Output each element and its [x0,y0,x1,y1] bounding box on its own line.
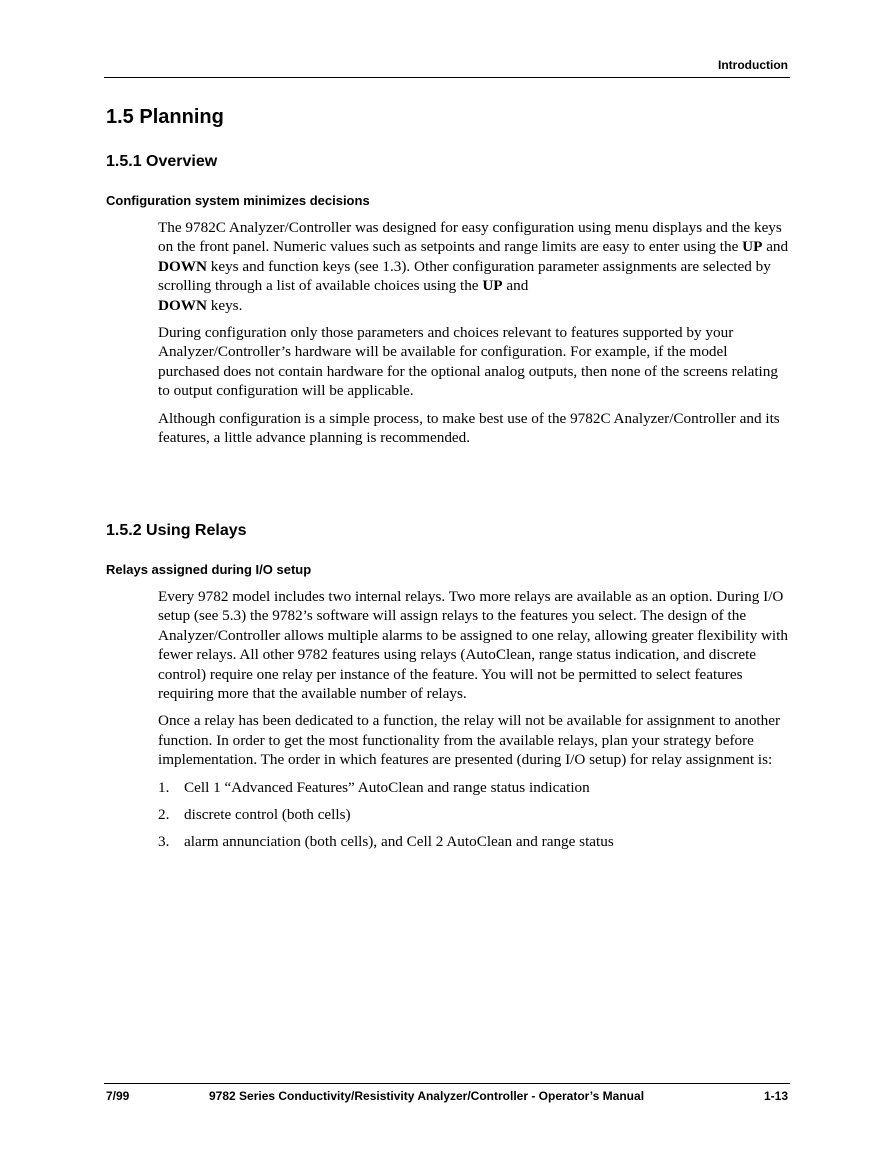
list-item: 1. Cell 1 “Advanced Features” AutoClean and range status indication [158,778,590,796]
relay-assignment-order-list [158,778,790,852]
list-item: 2. discrete control (both cells) [158,806,351,824]
overview-paragraph-2: During configuration only those parameters and choices relevant to features supported by your Analyzer/Controller’s hardware will be available for configuration. For example, if the model purchased does not contain hardware for the optional analog outputs, then none of the screens relating to output configuration will be applicable. [158,324,778,400]
down-key-label: DOWN [158,296,207,314]
footer-rule [104,1083,790,1084]
relays-paragraph-1: Every 9782 model includes two internal relays. Two more relays are available as an option. During I/O setup (see 5.3) the 9782’s software will assign relays to the features you select. The design of the Analyzer/Controller allows multiple alarms to be assigned to one relay, allowing greater flexibility with fewer relays. All other 9782 features using relays (AutoClean, range status indication, and discrete control) require one relay per instance of the feature. You will not be permitted to select features requiring more that the available number of relays. [158,588,788,703]
overview-paragraph-1: The 9782C Analyzer/Controller was designed for easy configuration using menu displays and the keys on the front panel. Numeric values such as setpoints and range limits are easy to enter using the UP and DOWN keys and function keys (see 1.3). Other configuration parameter assignments are selected by scrolling through a list of available choices using the UP and DOWN keys. [158,219,789,314]
section-title: 1.5 Planning [106,106,224,128]
relays-subheading: Relays assigned during I/O setup [106,562,312,577]
relays-heading: 1.5.2 Using Relays [106,522,247,539]
overview-subheading: Configuration system minimizes decisions [106,193,370,208]
footer-date: 7/99 [106,1089,130,1103]
overview-heading: 1.5.1 Overview [106,153,218,170]
overview-paragraph-3: Although configuration is a simple process, to make best use of the 9782C Analyzer/Controller and its features, a little advance planning is recommended. [158,409,780,447]
footer-title: 9782 Series Conductivity/Resistivity Analyzer/Controller - Operator’s Manual [209,1089,645,1103]
page-number: 1-13 [763,1089,788,1103]
up-key-label: UP [482,277,503,295]
up-key-label: UP [742,238,763,256]
relays-body [158,587,790,860]
running-header: Introduction [718,58,788,72]
down-key-label: DOWN [158,257,207,275]
overview-body [158,218,790,455]
relays-paragraph-2: Once a relay has been dedicated to a function, the relay will not be available for assignment to another function. In order to get the most functionality from the available relays, plan your strategy before implementation. The order in which features are presented (during I/O setup) for relay assignment is: [158,712,781,769]
header-rule [104,77,790,78]
list-item: 3. alarm annunciation (both cells), and Cell 2 AutoClean and range status [158,833,614,851]
